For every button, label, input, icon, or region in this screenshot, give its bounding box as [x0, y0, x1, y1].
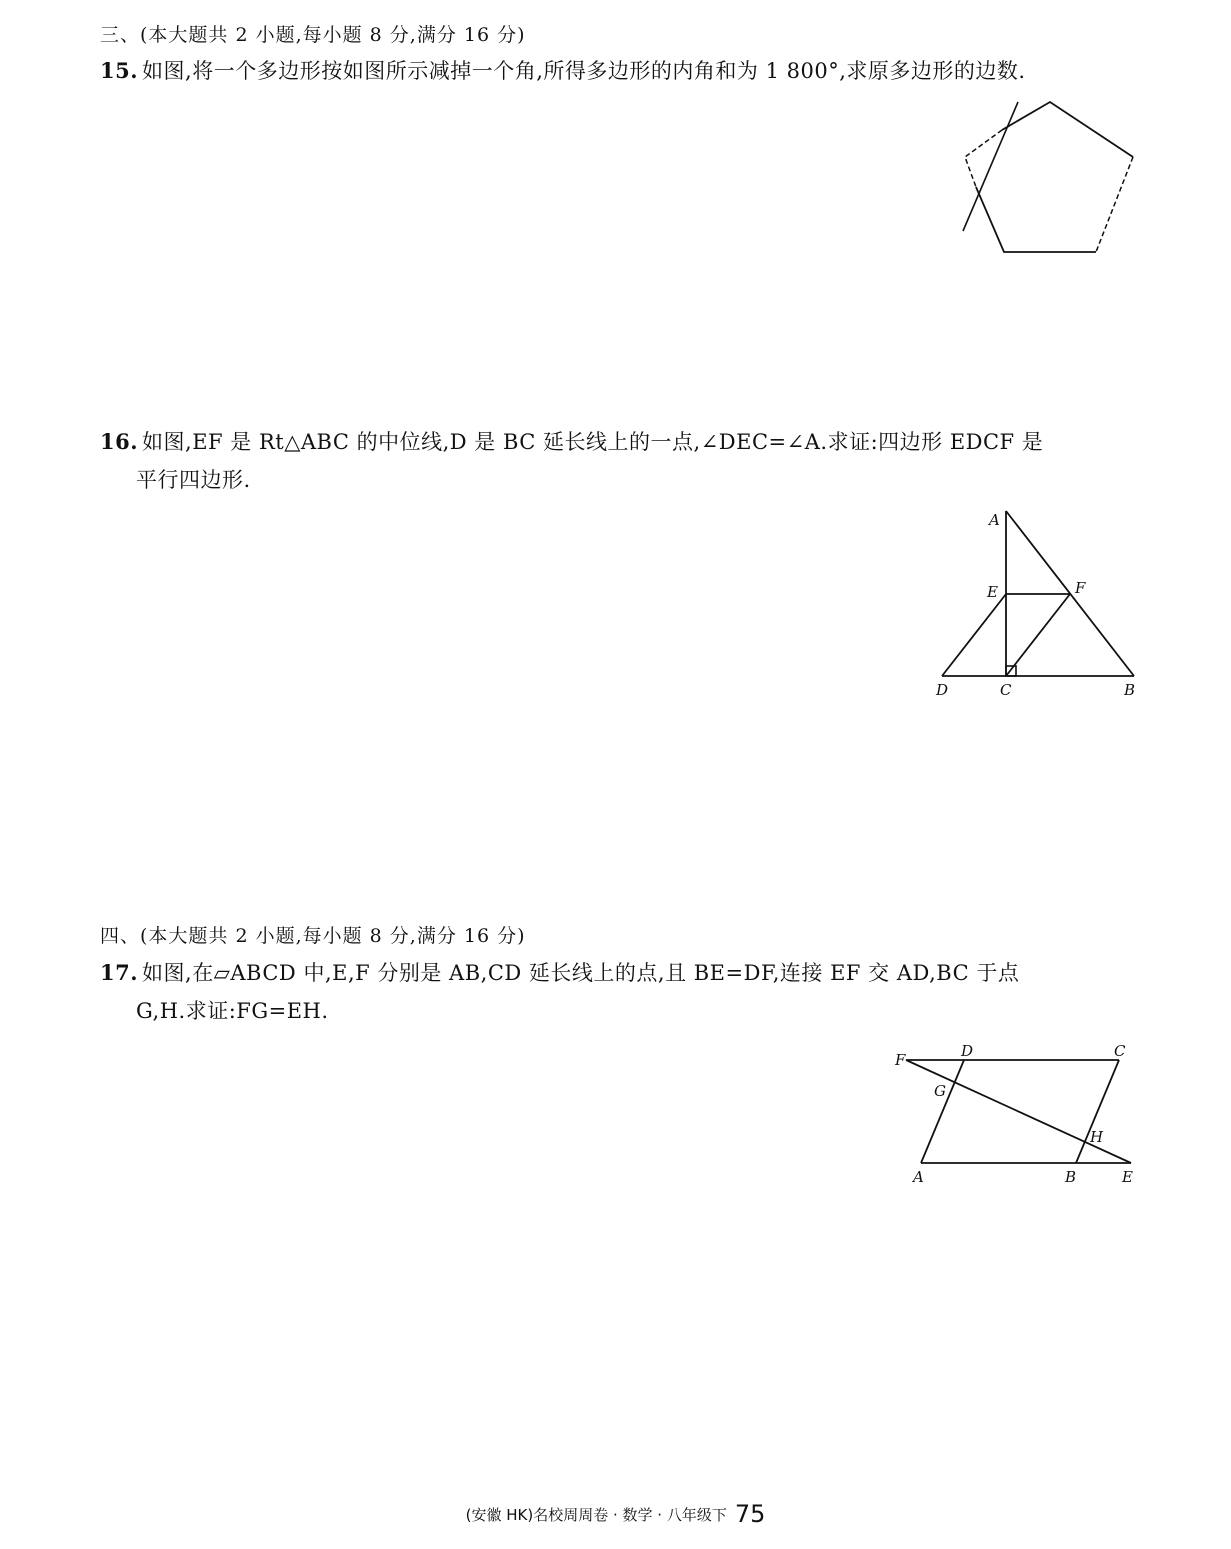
- figure-17-parallelogram: [890, 1035, 1145, 1195]
- problem-15-text: 如图,将一个多边形按如图所示减掉一个角,所得多边形的内角和为 1 800°,求原多边形的边数.: [142, 59, 1026, 83]
- problem-15: [100, 52, 1140, 90]
- label-A: A: [989, 511, 1000, 529]
- problem-15-number: 15.: [100, 58, 139, 83]
- label-B: B: [1065, 1168, 1077, 1186]
- label-C: C: [1114, 1042, 1126, 1060]
- problem-17-number: 17.: [100, 960, 139, 985]
- section-3-heading: 三、(本大题共 2 小题,每小题 8 分,满分 16 分): [100, 24, 526, 46]
- footer-text: (安徽 HK)名校周周卷 · 数学 · 八年级下: [465, 1506, 727, 1524]
- label-F: F: [895, 1051, 906, 1069]
- pentagon-dashed-edges: [965, 130, 1133, 252]
- page-number: 75: [734, 1500, 766, 1528]
- section-4-heading: 四、(本大题共 2 小题,每小题 8 分,满分 16 分): [100, 925, 526, 947]
- label-A: A: [913, 1168, 924, 1186]
- label-D: D: [936, 681, 949, 699]
- label-C: C: [1000, 681, 1012, 699]
- problem-16: [100, 423, 1140, 499]
- problem-16-text-line1: 如图,EF 是 Rt△ABC 的中位线,D 是 BC 延长线上的一点,∠DEC=∠A.求证:四边形 EDCF 是: [142, 430, 1044, 454]
- figure-16-lines: [942, 511, 1134, 676]
- figure-17-lines: [906, 1060, 1131, 1163]
- problem-16-text-line2: 平行四边形.: [136, 468, 251, 492]
- figure-15-pentagon: [955, 95, 1145, 265]
- label-G: G: [934, 1082, 946, 1100]
- problem-17-text-line1: 如图,在▱ABCD 中,E,F 分别是 AB,CD 延长线上的点,且 BE=DF,连接 EF 交 AD,BC 于点: [142, 961, 1020, 985]
- page-footer: [0, 1500, 1231, 1528]
- label-H: H: [1090, 1128, 1104, 1146]
- label-D: D: [961, 1042, 974, 1060]
- problem-17-text-line2: G,H.求证:FG=EH.: [136, 999, 329, 1023]
- label-B: B: [1124, 681, 1136, 699]
- figure-16-triangle: [930, 505, 1145, 705]
- problem-17: [100, 954, 1140, 1030]
- pentagon-solid-edges: [976, 102, 1133, 252]
- label-F: F: [1075, 579, 1086, 597]
- problem-16-number: 16.: [100, 429, 139, 454]
- cut-line: [963, 102, 1018, 231]
- label-E: E: [1122, 1168, 1133, 1186]
- label-E: E: [987, 583, 998, 601]
